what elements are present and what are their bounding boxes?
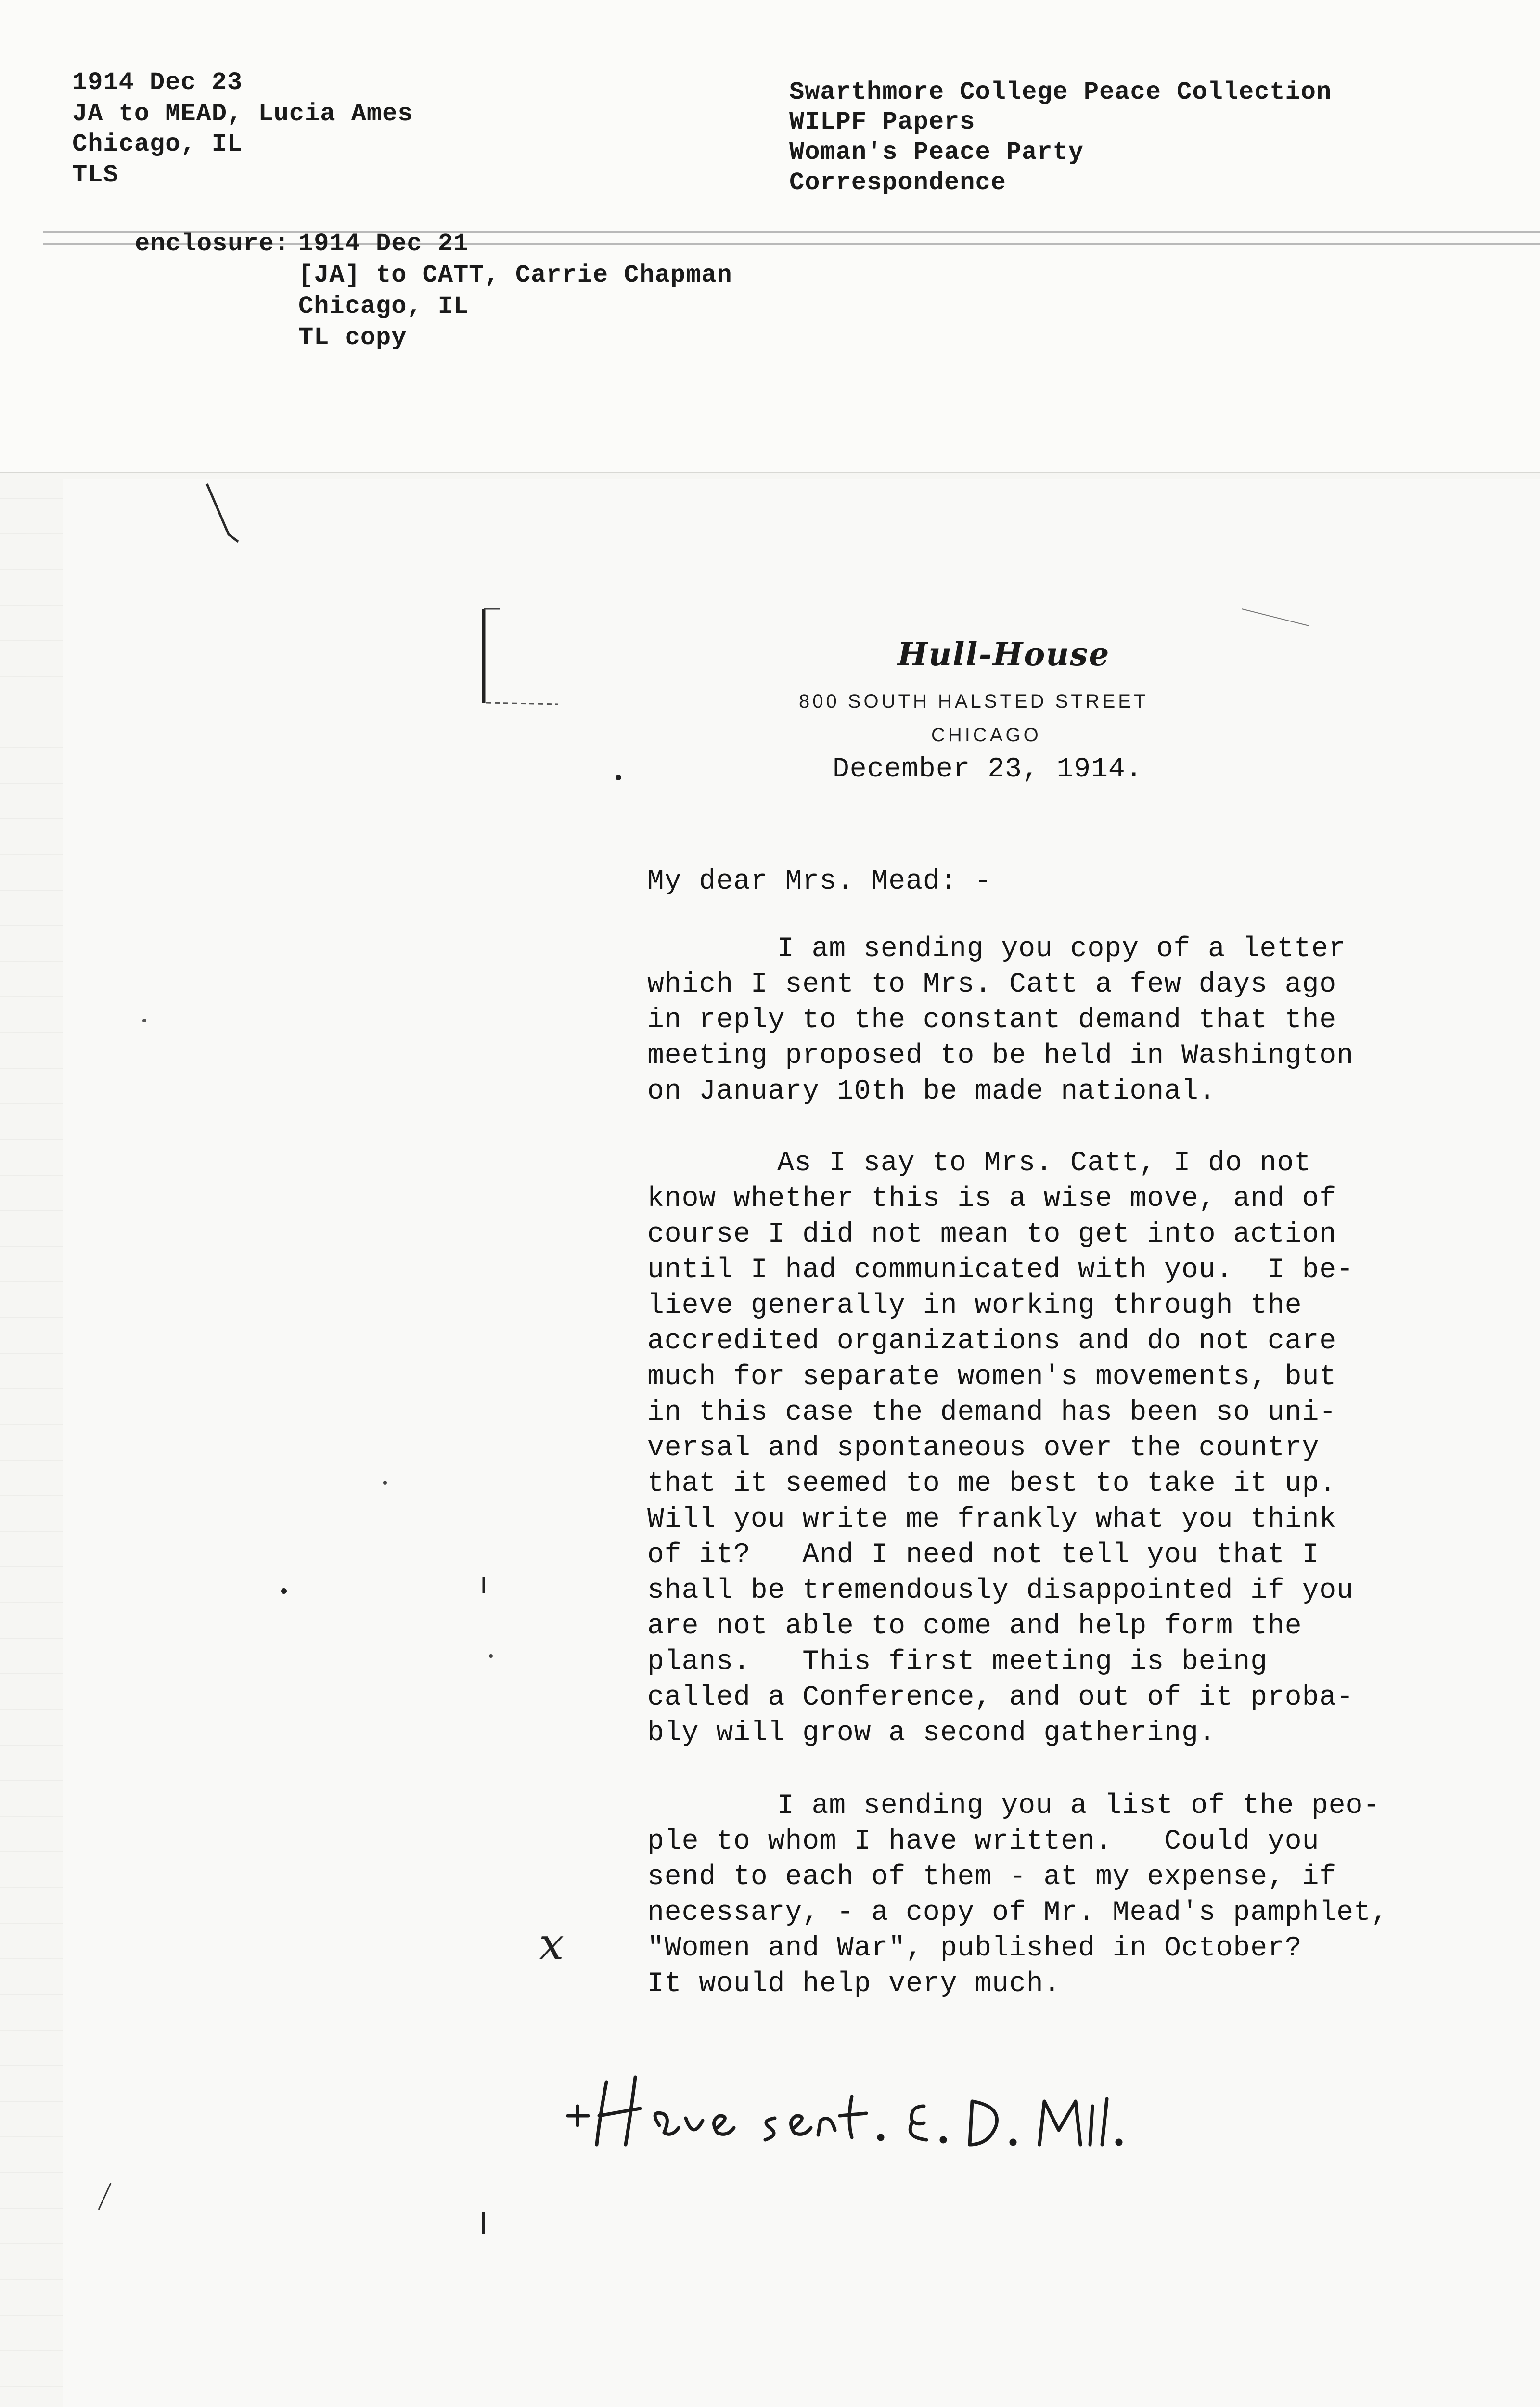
paragraph-line: much for separate women's movements, but bbox=[647, 1361, 1337, 1393]
collection-repository: Swarthmore College Peace Collection bbox=[789, 78, 1332, 106]
paragraph-line: bly will grow a second gathering. bbox=[647, 1718, 1216, 1749]
record-place: Chicago, IL bbox=[72, 130, 243, 158]
paragraph-line: are not able to come and help form the bbox=[647, 1611, 1302, 1642]
paragraph-line: course I did not mean to get into action bbox=[647, 1219, 1337, 1250]
salutation: My dear Mrs. Mead: - bbox=[647, 866, 992, 897]
letter-date: December 23, 1914. bbox=[833, 754, 1143, 785]
letterhead-name: Hull-House bbox=[898, 635, 1110, 673]
record-correspondents: JA to MEAD, Lucia Ames bbox=[72, 100, 413, 128]
record-date: 1914 Dec 23 bbox=[72, 68, 243, 97]
enclosure-date: 1914 Dec 21 bbox=[298, 230, 469, 258]
paragraph-line: of it? And I need not tell you that I bbox=[647, 1540, 1320, 1571]
paragraph-line: ple to whom I have written. Could you bbox=[647, 1826, 1320, 1857]
collection-papers: WILPF Papers bbox=[789, 108, 975, 136]
paragraph-line: "Women and War", published in October? bbox=[647, 1933, 1302, 1964]
paragraph-line: know whether this is a wise move, and of bbox=[647, 1183, 1337, 1215]
collection-subseries: Correspondence bbox=[789, 168, 1006, 197]
paragraph-line: lieve generally in working through the bbox=[647, 1290, 1302, 1321]
letterhead-address: 800 SOUTH HALSTED STREET bbox=[799, 691, 1149, 712]
paragraph-line: I am sending you copy of a letter bbox=[777, 933, 1346, 965]
collection-series: Woman's Peace Party bbox=[789, 138, 1084, 167]
paragraph-line: send to each of them - at my expense, if bbox=[647, 1862, 1337, 1893]
paragraph-line: versal and spontaneous over the country bbox=[647, 1433, 1320, 1464]
record-type: TLS bbox=[72, 161, 119, 189]
paragraph-line: in this case the demand has been so uni- bbox=[647, 1397, 1337, 1428]
letterhead-city: CHICAGO bbox=[931, 725, 1041, 746]
paragraph-line: It would help very much. bbox=[647, 1968, 1061, 2000]
enclosure-type: TL copy bbox=[298, 324, 407, 352]
margin-x-mark: x bbox=[539, 1918, 564, 1970]
paragraph-line: I am sending you a list of the peo- bbox=[777, 1790, 1381, 1822]
paragraph-line: meeting proposed to be held in Washington bbox=[647, 1040, 1354, 1072]
paragraph-line: that it seemed to me best to take it up. bbox=[647, 1468, 1337, 1500]
handwritten-note bbox=[558, 2048, 1246, 2164]
paragraph-line: As I say to Mrs. Catt, I do not bbox=[777, 1148, 1311, 1179]
enclosure-correspondents: [JA] to CATT, Carrie Chapman bbox=[298, 261, 732, 289]
paragraph-line: until I had communicated with you. I be- bbox=[647, 1255, 1354, 1286]
paragraph-line: called a Conference, and out of it proba- bbox=[647, 1682, 1354, 1713]
enclosure-place: Chicago, IL bbox=[298, 292, 469, 321]
paragraph-line: which I sent to Mrs. Catt a few days ago bbox=[647, 969, 1337, 1000]
paragraph-line: Will you write me frankly what you think bbox=[647, 1504, 1337, 1535]
paragraph-line: on January 10th be made national. bbox=[647, 1076, 1216, 1107]
paragraph-line: plans. This first meeting is being bbox=[647, 1646, 1268, 1678]
paragraph-line: accredited organizations and do not care bbox=[647, 1326, 1337, 1357]
paragraph-line: shall be tremendously disappointed if you bbox=[647, 1575, 1354, 1606]
paragraph-line: in reply to the constant demand that the bbox=[647, 1005, 1337, 1036]
paragraph-line: necessary, - a copy of Mr. Mead's pamphlet, bbox=[647, 1897, 1388, 1928]
enclosure-label: enclosure: bbox=[135, 230, 290, 258]
